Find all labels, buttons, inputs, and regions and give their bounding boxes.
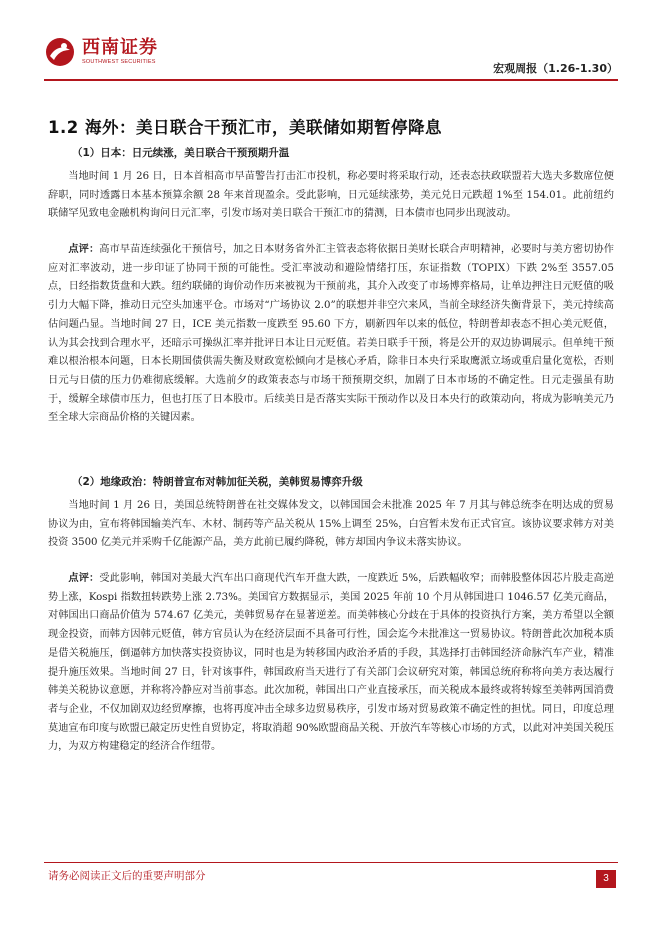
subsection-title-japan: （1）日本：日元续涨，美日联合干预预期升温 [72, 147, 290, 159]
page-number: 3 [596, 870, 616, 888]
comment-text: 高市早苗连续强化干预信号，加之日本财务省外汇主管表态将依据日美财长联合声明精神，必要时与美方密切协作应对汇率波动，进一步印证了协同干预的可能性。受汇率波动和避险情绪打压，东证指数（TOPIX）下跌 2%至 3557.05 点，日经指数货盘和大跌。纽约联储的询价动作历来被视为干预前兆，其介入改变了市场博弈格局，让单边押注日元贬值的吸引力大幅下降，推动日元空头加速平仓。市场对“广场协议 2.0”的联想并非空穴来风，当前全球经济失衡背景下，美元持续高估问题凸显。当地时间 27 日，ICE 美元指数一度跌至 95.60 下方，刷新四年以来的低位，特朗普却表态不担心美元贬值，认为其会找到合理水平，还暗示可操纵汇率并批评日本让日元贬值。若美日联手干预，将是公开的双边协调展示。但单纯干预难以根治根本问题，日本长期国债供需失衡及财政宽松倾向才是核心矛盾，除非日本央行采取鹰派立场或重启量化宽松，否则日元与日债的压力仍难彻底缓解。大选前夕的政策表态与市场干预预期交织，加剧了日本市场的不确定性。日元走强虽有助于，缓解全球债市压力，但也打压了日本股市。后续美日是否落实实际干预动作以及日本央行的政策动向，将成为影响美元乃至全球大宗商品价格的关键因素。 [48, 244, 614, 424]
subsection-title-korea: （2）地缘政治：特朗普宣布对韩加征关税，美韩贸易博弈升级 [72, 476, 363, 488]
section-title: 1.2 海外：美日联合干预汇市，美联储如期暂停降息 [48, 118, 442, 137]
paragraph-korea-news: 当地时间 1 月 26 日，美国总统特朗普在社交媒体发文，以韩国国会未批准 2025 年 7 月其与韩总统李在明达成的贸易协议为由，宣布将韩国输美汽车、木材、制药等产品关税从 15%上调至 25%，白宫暂未发布正式官宣。该协议要求韩方对美投资 3500 亿美元并采购千亿能源产品，美方此前已履约降税，韩方却国内争议未落实协议。 [48, 500, 614, 549]
logo-english-name: SOUTHWEST SECURITIES [82, 59, 156, 65]
page-header [44, 28, 618, 80]
disclaimer-note: 请务必阅读正文后的重要声明部分 [48, 870, 206, 882]
report-title: 宏观周报（1.26-1.30） [493, 62, 618, 75]
company-logo [44, 36, 158, 68]
logo-chinese-name: 西南证券 [82, 37, 158, 58]
footer-divider [44, 862, 618, 863]
header-divider [44, 79, 618, 81]
comment-text: 受此影响，韩国对美最大汽车出口商现代汽车开盘大跌，一度跌近 5%，后跌幅收窄；而韩股整体因芯片股走高逆势上涨，Kospi 指数扭转跌势上涨 2.73%。美国官方数据显示，美国 2025 年前 10 个月从韩国进口 1046.57 亿美元商品，对韩国出口商品价值为 574.67 亿美元，美韩贸易存在显著逆差。而美韩核心分歧在于具体的投资执行方案，美方希望以全额现金投资，而韩方因韩元贬值，韩方官员认为在经济层面不具备可行性，国会迄今未批准这一贸易协议。特朗普此次加税本质是借关税施压，倒逼韩方加快落实投资协议，同时也是为转移国内政治矛盾的手段，其选择打击韩国经济命脉汽车产业，精准提升施压效果。当地时间 27 日，针对该事件，韩国政府当天进行了有关部门会议研究对策，韩国总统府称将向美方表达履行韩美关税协议意愿，并称将冷静应对当前事态。此次加税，韩国出口产业直接承压，而关税成本最终或将转嫁至美韩两国消费者与企业，不仅加剧双边经贸摩擦，也将再度冲击全球多边贸易秩序，引发市场对贸易政策不确定性的担忧。同日，印度总理莫迪宣布印度与欧盟已敲定历史性自贸协定，将取消超 90%欧盟商品关税、开放汽车等核心市场的方式，以此对冲美国关税压力，为双方构建稳定的经济合作纽带。 [48, 573, 614, 753]
paragraph-japan-comment [48, 241, 614, 428]
paragraph-korea-comment [48, 570, 614, 757]
comment-label: 点评： [68, 244, 100, 255]
paragraph-japan-news: 当地时间 1 月 26 日，日本首相高市早苗警告打击汇市投机，称必要时将采取行动，还表态扶政联盟若大选夫多数席位便辞职，同时透露日本基本预算余额 28 年来首现盈余。受此影响，日元延续涨势，美元兑日元跌超 1%至 154.01。此前纽约联储罕见致电金融机构询问日元汇率，引发市场对美日联合干预汇市的猜测，日本债市也同步出现波动。 [48, 171, 614, 220]
comment-label: 点评： [68, 573, 100, 584]
logo-emblem-icon [44, 36, 76, 68]
